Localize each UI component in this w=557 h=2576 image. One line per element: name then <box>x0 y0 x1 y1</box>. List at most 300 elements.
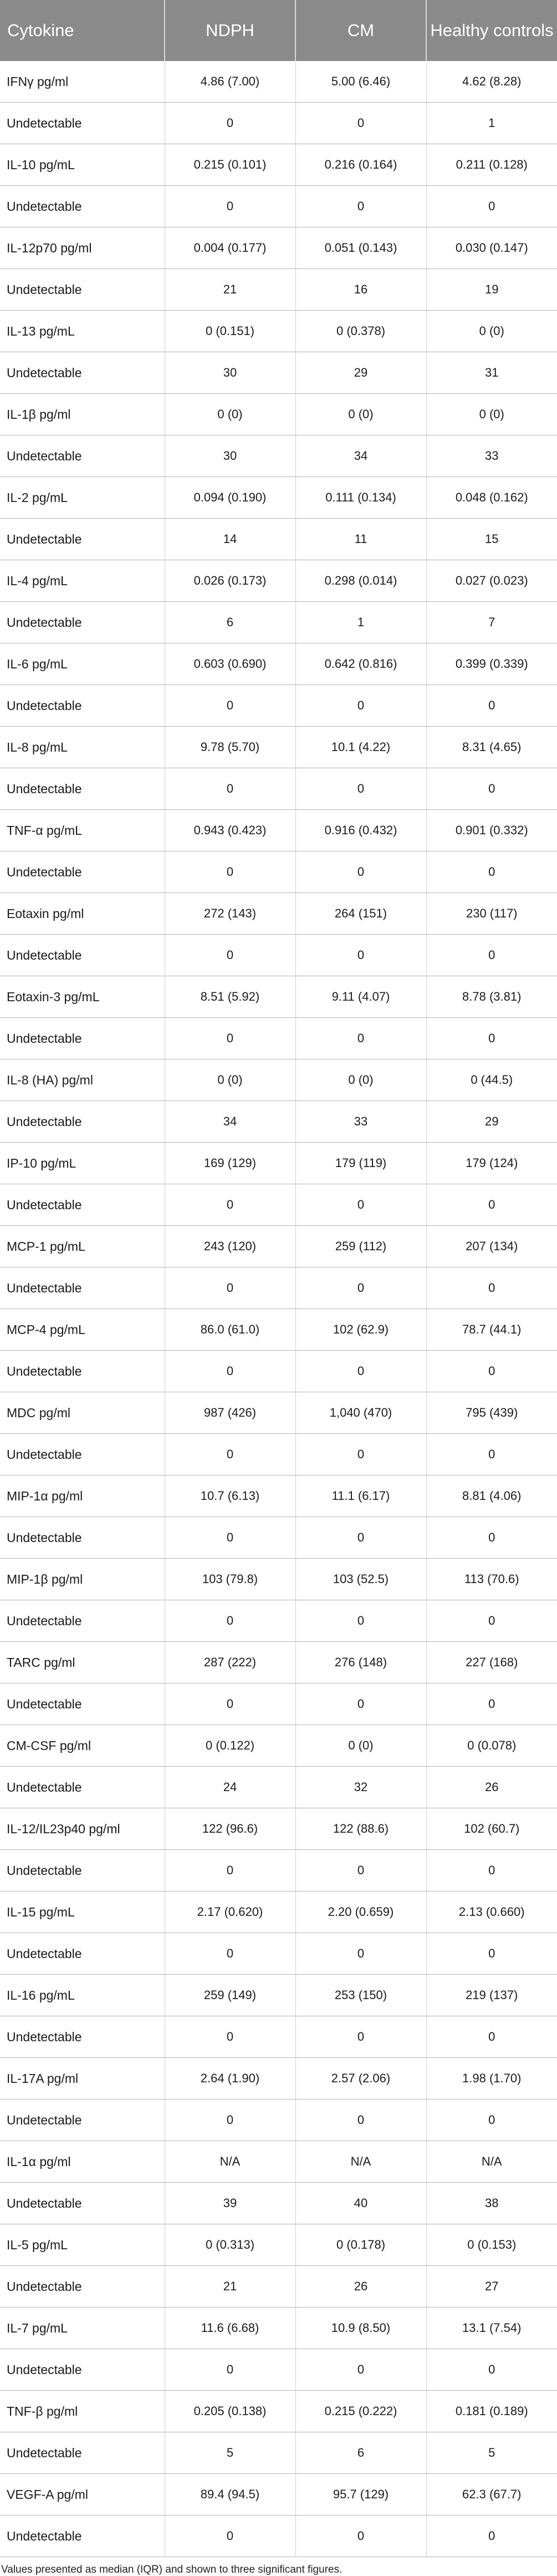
ndph-cell: 86.0 (61.0) <box>165 1309 295 1351</box>
ndph-cell: 122 (96.6) <box>165 1808 295 1850</box>
healthy-controls-cell: 4.62 (8.28) <box>426 61 557 103</box>
cytokine-cell: Undetectable <box>0 2016 165 2058</box>
table-row <box>0 2016 557 2058</box>
healthy-controls-cell: 207 (134) <box>426 1226 557 1267</box>
healthy-controls-cell: 15 <box>426 519 557 560</box>
ndph-cell: 987 (426) <box>165 1392 295 1434</box>
cytokine-cell: IL-4 pg/mL <box>0 560 165 602</box>
healthy-controls-cell: 33 <box>426 435 557 477</box>
ndph-cell: 39 <box>165 2183 295 2224</box>
cm-cell: 11.1 (6.17) <box>295 1475 426 1517</box>
cytokine-cell: Undetectable <box>0 103 165 144</box>
table-row <box>0 1892 557 1933</box>
cm-cell: 276 (148) <box>295 1642 426 1683</box>
healthy-controls-cell: 0 <box>426 935 557 976</box>
ndph-cell: 0 <box>165 1850 295 1892</box>
ndph-cell: 287 (222) <box>165 1642 295 1683</box>
table-row <box>0 2349 557 2391</box>
table-row <box>0 1143 557 1184</box>
ndph-cell: 0 <box>165 2349 295 2391</box>
cm-cell: 0 <box>295 2516 426 2557</box>
cytokine-cell: IL-7 pg/mL <box>0 2308 165 2349</box>
cytokine-cell: Undetectable <box>0 1600 165 1642</box>
cm-cell: 0 (0.378) <box>295 311 426 352</box>
cm-cell: 0 <box>295 1267 426 1309</box>
healthy-controls-cell: 0 <box>426 1600 557 1642</box>
table-row <box>0 2141 557 2183</box>
healthy-controls-cell: 5 <box>426 2432 557 2474</box>
cytokine-cell: Undetectable <box>0 269 165 311</box>
cytokine-cell: Undetectable <box>0 935 165 976</box>
cytokine-cell: MDC pg/ml <box>0 1392 165 1434</box>
table-row <box>0 186 557 227</box>
cytokine-cell: TARC pg/ml <box>0 1642 165 1683</box>
cytokine-cell: IFNγ pg/ml <box>0 61 165 103</box>
cytokine-cell: Undetectable <box>0 2100 165 2141</box>
healthy-controls-cell: 0 <box>426 685 557 727</box>
ndph-cell: 0 <box>165 1933 295 1975</box>
healthy-controls-cell: 0 <box>426 1933 557 1975</box>
table-row <box>0 144 557 186</box>
cm-cell: 0 <box>295 186 426 227</box>
ndph-cell: N/A <box>165 2141 295 2183</box>
healthy-controls-cell: 8.78 (3.81) <box>426 976 557 1018</box>
ndph-cell: 4.86 (7.00) <box>165 61 295 103</box>
table-row <box>0 935 557 976</box>
ndph-cell: 0 <box>165 1517 295 1559</box>
healthy-controls-cell: 0 <box>426 1850 557 1892</box>
healthy-controls-cell: 0 <box>426 1517 557 1559</box>
table-row <box>0 1600 557 1642</box>
cm-cell: 0 <box>295 1683 426 1725</box>
table-row <box>0 1267 557 1309</box>
ndph-cell: 21 <box>165 269 295 311</box>
cytokine-cell: Undetectable <box>0 352 165 394</box>
cm-cell: 11 <box>295 519 426 560</box>
healthy-controls-cell: 13.1 (7.54) <box>426 2308 557 2349</box>
cm-cell: 95.7 (129) <box>295 2474 426 2516</box>
healthy-controls-cell: 27 <box>426 2266 557 2308</box>
table-row <box>0 893 557 935</box>
cytokine-cell: TNF-β pg/ml <box>0 2391 165 2432</box>
header-cytokine: Cytokine <box>0 0 165 61</box>
healthy-controls-cell: 26 <box>426 1767 557 1808</box>
cm-cell: 0 <box>295 1850 426 1892</box>
cm-cell: 10.9 (8.50) <box>295 2308 426 2349</box>
cytokine-cell: MCP-4 pg/mL <box>0 1309 165 1351</box>
ndph-cell: 0.094 (0.190) <box>165 477 295 519</box>
table-row <box>0 1059 557 1101</box>
cm-cell: 0 <box>295 935 426 976</box>
healthy-controls-cell: 0 <box>426 186 557 227</box>
table-row <box>0 1725 557 1767</box>
cm-cell: 179 (119) <box>295 1143 426 1184</box>
cm-cell: 1,040 (470) <box>295 1392 426 1434</box>
ndph-cell: 34 <box>165 1101 295 1143</box>
ndph-cell: 21 <box>165 2266 295 2308</box>
cytokine-cell: IL-2 pg/mL <box>0 477 165 519</box>
cm-cell: 259 (112) <box>295 1226 426 1267</box>
table-row <box>0 727 557 768</box>
healthy-controls-cell: 0 <box>426 1351 557 1392</box>
cytokine-cell: IP-10 pg/mL <box>0 1143 165 1184</box>
ndph-cell: 2.17 (0.620) <box>165 1892 295 1933</box>
ndph-cell: 5 <box>165 2432 295 2474</box>
cytokine-cell: IL-1β pg/ml <box>0 394 165 435</box>
cm-cell: 0.216 (0.164) <box>295 144 426 186</box>
ndph-cell: 103 (79.8) <box>165 1559 295 1600</box>
table-row <box>0 352 557 394</box>
ndph-cell: 30 <box>165 435 295 477</box>
healthy-controls-cell: 0 <box>426 851 557 893</box>
cytokine-cell: Undetectable <box>0 2266 165 2308</box>
cm-cell: 0 <box>295 768 426 810</box>
cytokine-cell: Undetectable <box>0 2349 165 2391</box>
healthy-controls-cell: 7 <box>426 602 557 643</box>
ndph-cell: 0 <box>165 935 295 976</box>
header-ndph: NDPH <box>165 0 295 61</box>
header-row <box>0 0 557 61</box>
ndph-cell: 0.026 (0.173) <box>165 560 295 602</box>
cytokine-cell: Undetectable <box>0 1267 165 1309</box>
cytokine-cell: Undetectable <box>0 685 165 727</box>
table-row <box>0 1642 557 1683</box>
cytokine-cell: Undetectable <box>0 519 165 560</box>
table-row <box>0 2516 557 2557</box>
table-row <box>0 2100 557 2141</box>
cm-cell: 33 <box>295 1101 426 1143</box>
healthy-controls-cell: 227 (168) <box>426 1642 557 1683</box>
ndph-cell: 6 <box>165 602 295 643</box>
cm-cell: 0.642 (0.816) <box>295 643 426 685</box>
healthy-controls-cell: 8.31 (4.65) <box>426 727 557 768</box>
table-row <box>0 2308 557 2349</box>
table-row <box>0 61 557 103</box>
ndph-cell: 0.205 (0.138) <box>165 2391 295 2432</box>
ndph-cell: 0.943 (0.423) <box>165 810 295 851</box>
cm-cell: 0 <box>295 1351 426 1392</box>
cm-cell: 5.00 (6.46) <box>295 61 426 103</box>
cm-cell: 0.298 (0.014) <box>295 560 426 602</box>
ndph-cell: 8.51 (5.92) <box>165 976 295 1018</box>
cm-cell: 0 <box>295 1517 426 1559</box>
healthy-controls-cell: 0.211 (0.128) <box>426 144 557 186</box>
table-row <box>0 2183 557 2224</box>
healthy-controls-cell: 0.901 (0.332) <box>426 810 557 851</box>
cytokine-cell: Undetectable <box>0 1351 165 1392</box>
cm-cell: 2.20 (0.659) <box>295 1892 426 1933</box>
cytokine-cell: Undetectable <box>0 602 165 643</box>
healthy-controls-cell: 0 (0.153) <box>426 2224 557 2266</box>
table-row <box>0 1434 557 1475</box>
healthy-controls-cell: 795 (439) <box>426 1392 557 1434</box>
cm-cell: 0 <box>295 2349 426 2391</box>
table-row <box>0 1018 557 1059</box>
table-row <box>0 2058 557 2100</box>
cm-cell: 0 <box>295 1434 426 1475</box>
table-row <box>0 1850 557 1892</box>
ndph-cell: 0 (0) <box>165 1059 295 1101</box>
cm-cell: 122 (88.6) <box>295 1808 426 1850</box>
ndph-cell: 0 <box>165 2516 295 2557</box>
healthy-controls-cell: 0.181 (0.189) <box>426 2391 557 2432</box>
cm-cell: 0 <box>295 1600 426 1642</box>
table-row <box>0 269 557 311</box>
ndph-cell: 24 <box>165 1767 295 1808</box>
healthy-controls-cell: 0 <box>426 2016 557 2058</box>
table-row <box>0 227 557 269</box>
ndph-cell: 14 <box>165 519 295 560</box>
cm-cell: N/A <box>295 2141 426 2183</box>
healthy-controls-cell: 31 <box>426 352 557 394</box>
ndph-cell: 0.603 (0.690) <box>165 643 295 685</box>
cytokine-cell: Undetectable <box>0 186 165 227</box>
cm-cell: 0 <box>295 851 426 893</box>
table-row <box>0 810 557 851</box>
healthy-controls-cell: N/A <box>426 2141 557 2183</box>
cm-cell: 0 (0.178) <box>295 2224 426 2266</box>
table-row <box>0 2224 557 2266</box>
table-row <box>0 1309 557 1351</box>
table-row <box>0 768 557 810</box>
healthy-controls-cell: 38 <box>426 2183 557 2224</box>
healthy-controls-cell: 0 <box>426 2516 557 2557</box>
table-row <box>0 1683 557 1725</box>
cytokine-cell: Eotaxin pg/ml <box>0 893 165 935</box>
healthy-controls-cell: 0 (44.5) <box>426 1059 557 1101</box>
cm-cell: 102 (62.9) <box>295 1309 426 1351</box>
cytokine-cell: Undetectable <box>0 1767 165 1808</box>
healthy-controls-cell: 62.3 (67.7) <box>426 2474 557 2516</box>
ndph-cell: 169 (129) <box>165 1143 295 1184</box>
healthy-controls-cell: 0 (0) <box>426 311 557 352</box>
ndph-cell: 11.6 (6.68) <box>165 2308 295 2349</box>
cytokine-cell: TNF-α pg/mL <box>0 810 165 851</box>
cytokine-cell: IL-1α pg/ml <box>0 2141 165 2183</box>
cm-cell: 0.215 (0.222) <box>295 2391 426 2432</box>
table-body <box>0 61 557 2557</box>
cytokine-cell: VEGF-A pg/ml <box>0 2474 165 2516</box>
cytokine-cell: IL-5 pg/mL <box>0 2224 165 2266</box>
healthy-controls-cell: 19 <box>426 269 557 311</box>
cytokine-cell: Undetectable <box>0 1184 165 1226</box>
cm-cell: 264 (151) <box>295 893 426 935</box>
table-row <box>0 643 557 685</box>
cm-cell: 0 <box>295 2100 426 2141</box>
ndph-cell: 0 (0.151) <box>165 311 295 352</box>
cytokine-cell: Undetectable <box>0 2516 165 2557</box>
ndph-cell: 0 <box>165 1267 295 1309</box>
ndph-cell: 0 <box>165 685 295 727</box>
cm-cell: 1 <box>295 602 426 643</box>
cm-cell: 103 (52.5) <box>295 1559 426 1600</box>
table-row <box>0 519 557 560</box>
ndph-cell: 30 <box>165 352 295 394</box>
cytokine-cell: MCP-1 pg/mL <box>0 1226 165 1267</box>
table-row <box>0 851 557 893</box>
cm-cell: 0 <box>295 1933 426 1975</box>
healthy-controls-cell: 0 <box>426 1267 557 1309</box>
cm-cell: 2.57 (2.06) <box>295 2058 426 2100</box>
table-row <box>0 685 557 727</box>
healthy-controls-cell: 0 <box>426 1683 557 1725</box>
table-row <box>0 394 557 435</box>
table-row <box>0 311 557 352</box>
healthy-controls-cell: 0.027 (0.023) <box>426 560 557 602</box>
table-row <box>0 103 557 144</box>
table-row <box>0 2266 557 2308</box>
cytokine-cell: Undetectable <box>0 1683 165 1725</box>
ndph-cell: 0 <box>165 186 295 227</box>
cm-cell: 26 <box>295 2266 426 2308</box>
cytokine-cell: Undetectable <box>0 1517 165 1559</box>
ndph-cell: 0 (0) <box>165 394 295 435</box>
cm-cell: 0.051 (0.143) <box>295 227 426 269</box>
cm-cell: 0 (0) <box>295 1725 426 1767</box>
ndph-cell: 0 <box>165 1351 295 1392</box>
ndph-cell: 259 (149) <box>165 1975 295 2016</box>
header-healthy-controls: Healthy controls <box>426 0 557 61</box>
healthy-controls-cell: 102 (60.7) <box>426 1808 557 1850</box>
cytokine-cell: IL-12p70 pg/ml <box>0 227 165 269</box>
ndph-cell: 243 (120) <box>165 1226 295 1267</box>
cm-cell: 29 <box>295 352 426 394</box>
table-row <box>0 1767 557 1808</box>
table-row <box>0 602 557 643</box>
healthy-controls-cell: 0 <box>426 1018 557 1059</box>
cytokine-cell: IL-8 pg/mL <box>0 727 165 768</box>
ndph-cell: 0 <box>165 1683 295 1725</box>
cm-cell: 0 <box>295 2016 426 2058</box>
ndph-cell: 0 (0.122) <box>165 1725 295 1767</box>
cm-cell: 0 <box>295 685 426 727</box>
cytokine-cell: CM-CSF pg/ml <box>0 1725 165 1767</box>
cm-cell: 34 <box>295 435 426 477</box>
healthy-controls-cell: 0 <box>426 768 557 810</box>
ndph-cell: 2.64 (1.90) <box>165 2058 295 2100</box>
healthy-controls-cell: 0 <box>426 1184 557 1226</box>
healthy-controls-cell: 2.13 (0.660) <box>426 1892 557 1933</box>
ndph-cell: 0 <box>165 1600 295 1642</box>
cytokine-cell: IL-10 pg/mL <box>0 144 165 186</box>
cm-cell: 32 <box>295 1767 426 1808</box>
cm-cell: 0 <box>295 103 426 144</box>
cytokine-cell: MIP-1β pg/ml <box>0 1559 165 1600</box>
cytokine-cell: Undetectable <box>0 2183 165 2224</box>
cm-cell: 0 <box>295 1184 426 1226</box>
cytokine-cell: MIP-1α pg/ml <box>0 1475 165 1517</box>
healthy-controls-cell: 1.98 (1.70) <box>426 2058 557 2100</box>
ndph-cell: 0 <box>165 2016 295 2058</box>
cytokine-cell: Undetectable <box>0 768 165 810</box>
ndph-cell: 0 <box>165 768 295 810</box>
cytokine-cell: IL-8 (HA) pg/ml <box>0 1059 165 1101</box>
cm-cell: 0 (0) <box>295 394 426 435</box>
table-row <box>0 2391 557 2432</box>
table-row <box>0 1933 557 1975</box>
cytokine-cell: Undetectable <box>0 1933 165 1975</box>
cytokine-cell: IL-15 pg/mL <box>0 1892 165 1933</box>
ndph-cell: 0 (0.313) <box>165 2224 295 2266</box>
ndph-cell: 0.215 (0.101) <box>165 144 295 186</box>
table-footnote: Values presented as median (IQR) and shown to three significant figures. <box>1 2564 343 2575</box>
cytokine-cell: Undetectable <box>0 1101 165 1143</box>
cm-cell: 9.11 (4.07) <box>295 976 426 1018</box>
healthy-controls-cell: 78.7 (44.1) <box>426 1309 557 1351</box>
cm-cell: 10.1 (4.22) <box>295 727 426 768</box>
cytokine-cell: Undetectable <box>0 851 165 893</box>
healthy-controls-cell: 0 <box>426 2349 557 2391</box>
table-row <box>0 1392 557 1434</box>
ndph-cell: 0 <box>165 1018 295 1059</box>
table-row <box>0 1808 557 1850</box>
cytokine-cell: IL-17A pg/ml <box>0 2058 165 2100</box>
cytokine-cell: Undetectable <box>0 1434 165 1475</box>
cytokine-cell: Undetectable <box>0 435 165 477</box>
healthy-controls-cell: 1 <box>426 103 557 144</box>
table-row <box>0 435 557 477</box>
cm-cell: 40 <box>295 2183 426 2224</box>
healthy-controls-cell: 179 (124) <box>426 1143 557 1184</box>
healthy-controls-cell: 230 (117) <box>426 893 557 935</box>
healthy-controls-cell: 0 (0.078) <box>426 1725 557 1767</box>
cytokine-cell: IL-13 pg/mL <box>0 311 165 352</box>
healthy-controls-cell: 0 <box>426 2100 557 2141</box>
healthy-controls-cell: 0.399 (0.339) <box>426 643 557 685</box>
cytokine-cell: Undetectable <box>0 1850 165 1892</box>
ndph-cell: 0 <box>165 2100 295 2141</box>
cm-cell: 0 <box>295 1018 426 1059</box>
cm-cell: 0 (0) <box>295 1059 426 1101</box>
cytokine-cell: Undetectable <box>0 2432 165 2474</box>
cm-cell: 253 (150) <box>295 1975 426 2016</box>
healthy-controls-cell: 0 <box>426 1434 557 1475</box>
healthy-controls-cell: 0.030 (0.147) <box>426 227 557 269</box>
ndph-cell: 272 (143) <box>165 893 295 935</box>
table-row <box>0 1975 557 2016</box>
cytokine-cell: Undetectable <box>0 1018 165 1059</box>
table-row <box>0 1101 557 1143</box>
table-header <box>0 0 557 61</box>
healthy-controls-cell: 113 (70.6) <box>426 1559 557 1600</box>
table-row <box>0 2474 557 2516</box>
healthy-controls-cell: 0 (0) <box>426 394 557 435</box>
cm-cell: 0.111 (0.134) <box>295 477 426 519</box>
table-row <box>0 1517 557 1559</box>
ndph-cell: 0 <box>165 1184 295 1226</box>
cm-cell: 16 <box>295 269 426 311</box>
ndph-cell: 10.7 (6.13) <box>165 1475 295 1517</box>
table-row <box>0 1184 557 1226</box>
cm-cell: 6 <box>295 2432 426 2474</box>
table-row <box>0 477 557 519</box>
healthy-controls-cell: 219 (137) <box>426 1975 557 2016</box>
ndph-cell: 0.004 (0.177) <box>165 227 295 269</box>
table-row <box>0 1226 557 1267</box>
cytokine-cell: Eotaxin-3 pg/mL <box>0 976 165 1018</box>
cytokine-cell: IL-6 pg/mL <box>0 643 165 685</box>
ndph-cell: 0 <box>165 851 295 893</box>
cytokine-cell: IL-16 pg/mL <box>0 1975 165 2016</box>
healthy-controls-cell: 8.81 (4.06) <box>426 1475 557 1517</box>
ndph-cell: 89.4 (94.5) <box>165 2474 295 2516</box>
table-row <box>0 1559 557 1600</box>
table-row <box>0 1475 557 1517</box>
healthy-controls-cell: 0.048 (0.162) <box>426 477 557 519</box>
table-row <box>0 976 557 1018</box>
table-row <box>0 2432 557 2474</box>
healthy-controls-cell: 29 <box>426 1101 557 1143</box>
